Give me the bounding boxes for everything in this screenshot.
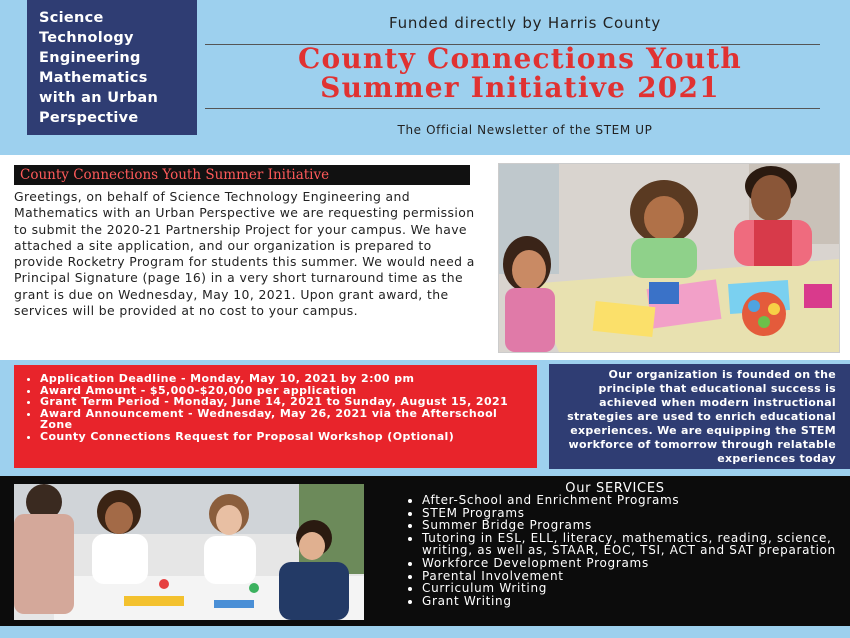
title-line-2: Summer Initiative 2021 xyxy=(320,71,720,104)
deadlines-box xyxy=(14,365,537,468)
newsletter-title xyxy=(200,44,840,102)
services-list xyxy=(404,494,842,607)
organization-logo-box xyxy=(27,0,197,135)
logo-line: Science xyxy=(39,10,104,26)
services-title: Our SERVICES xyxy=(565,481,665,496)
deadline-item: • County Connections Request for Proposal Workshop (Optional) xyxy=(40,431,529,443)
service-item: • After-School and Enrichment Programs xyxy=(422,494,842,507)
logo-line: Engineering xyxy=(39,50,141,66)
deadline-item: • Application Deadline - Monday, May 10, 2021 by 2:00 pm xyxy=(40,373,529,385)
intro-paragraph: Greetings, on behalf of Science Technology Engineering and Mathematics with an Urban Perspective we are requesting permission to submit the 2020-21 Partnership Project for your campus. We have attached a site application, and our organization is prepared to provide Rocketry Program for students this summer. We would need a Principal Signature (page 16) in a very short turnaround time as the grant is due on Wednesday, May 10, 2021. Upon grant award, the services will be provided at no cost to your campus. xyxy=(14,189,475,319)
service-item: • STEM Programs xyxy=(422,507,842,520)
service-item: • Parental Involvement xyxy=(422,570,842,583)
funded-by-text: Funded directly by Harris County xyxy=(388,14,662,32)
header-divider-bottom xyxy=(205,108,820,109)
deadline-item: • Grant Term Period - Monday, June 14, 2021 to Sunday, August 15, 2021 xyxy=(40,396,529,408)
service-item: • Workforce Development Programs xyxy=(422,557,842,570)
deadline-item: • Award Amount - $5,000-$20,000 per application xyxy=(40,385,529,397)
logo-line: with an Urban xyxy=(39,90,159,106)
logo-line: Perspective xyxy=(39,110,139,126)
service-item: • Curriculum Writing xyxy=(422,582,842,595)
intro-heading: County Connections Youth Summer Initiative xyxy=(14,165,470,185)
deadlines-list xyxy=(28,373,529,442)
classroom-photo-teacher-students xyxy=(498,163,840,353)
deadline-item: • Award Announcement - Wednesday, May 26, 2021 via the Afterschool Zone xyxy=(40,408,529,431)
newsletter-subtitle: The Official Newsletter of the STEM UP xyxy=(397,123,653,137)
logo-line: Technology xyxy=(39,30,134,46)
classroom-photo-kids-building xyxy=(14,484,364,620)
service-item: • Tutoring in ESL, ELL, literacy, mathematics, reading, science, writing, as well as, STAAR, EOC, TSI, ACT and SAT preparation xyxy=(422,532,842,557)
service-item: • Summer Bridge Programs xyxy=(422,519,842,532)
service-item: • Grant Writing xyxy=(422,595,842,608)
title-line-1: County Connections Youth xyxy=(298,42,742,75)
logo-line: Mathematics xyxy=(39,70,148,86)
mission-statement-box: Our organization is founded on the principle that educational success is achieved when modern instructional strategies are used to enrich educational experiences. We are equipping the STEM workforce of tomorrow through relatable experiences today xyxy=(549,364,850,469)
